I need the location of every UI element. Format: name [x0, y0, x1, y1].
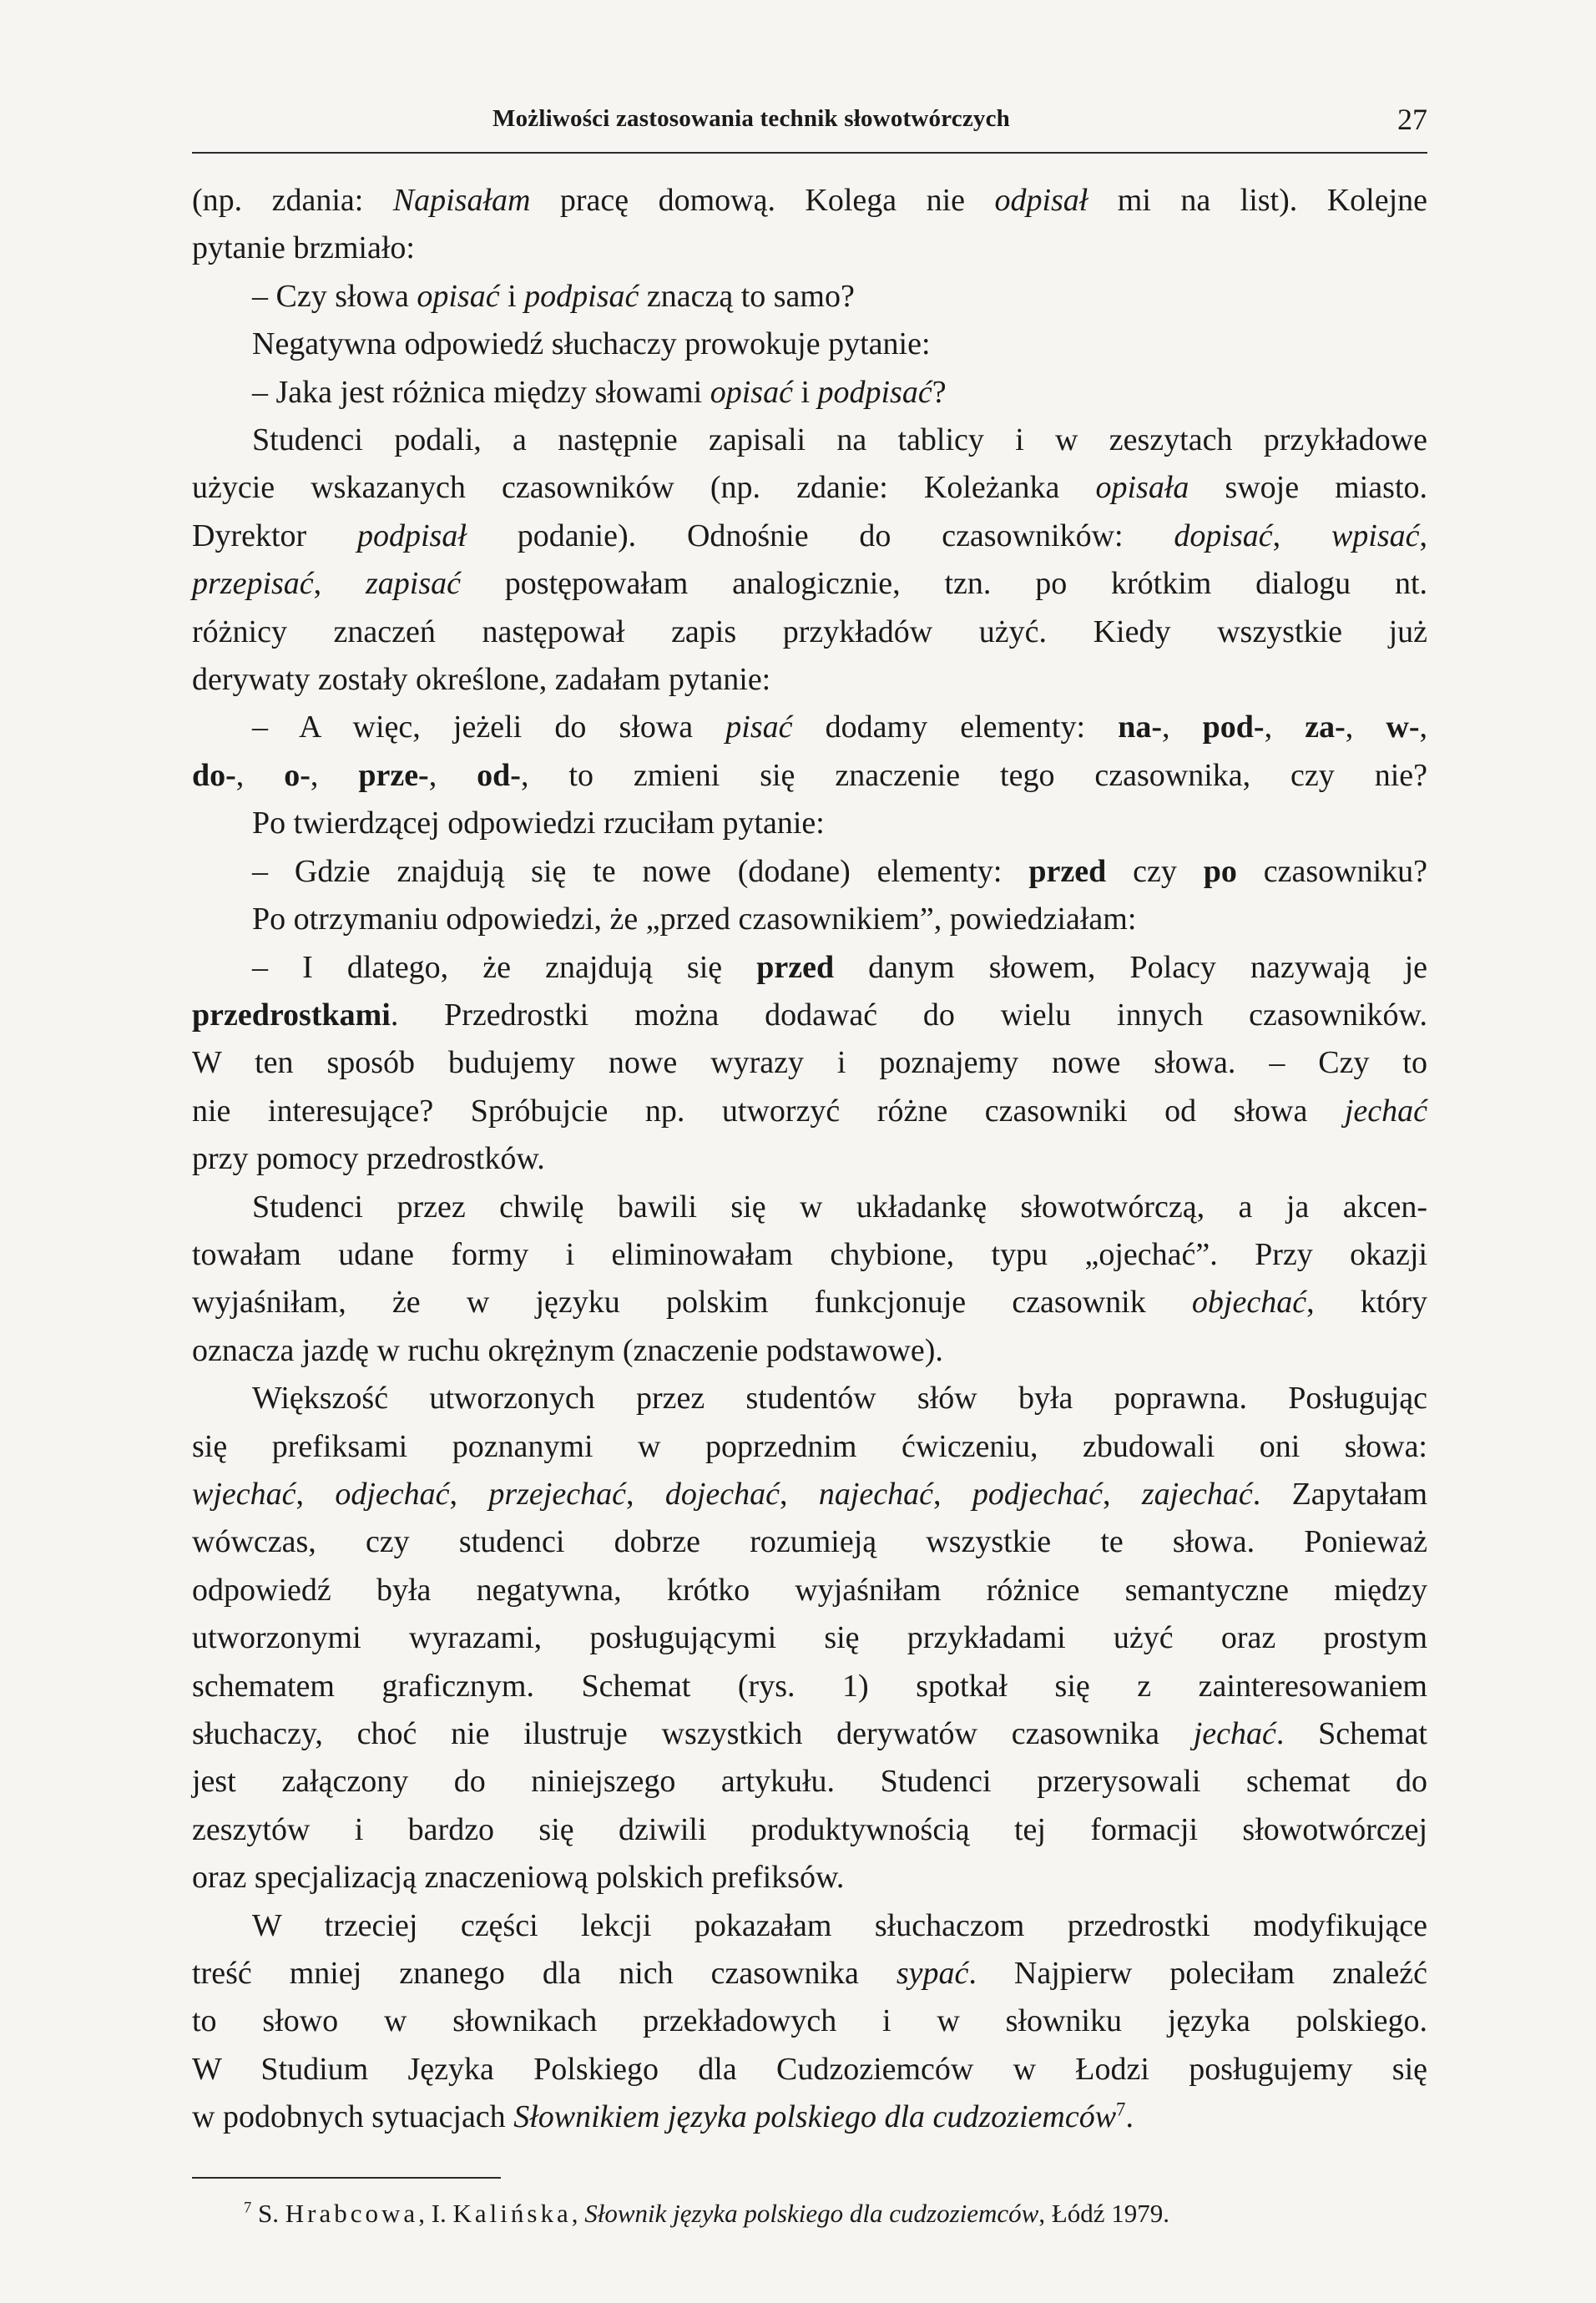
text-line: – Gdzie znajdują się te nowe (dodane) elementy: przed czy po czasowniku?	[252, 853, 1427, 889]
text-line: oraz specjalizacją znaczeniową polskich prefiksów.	[192, 1860, 845, 1896]
text-line: słuchaczy, choć nie ilustruje wszystkich derywatów czasownika jechać. Schemat	[192, 1716, 1427, 1751]
text-line: – I dlatego, że znajdują się przed danym słowem, Polacy nazywają je	[252, 949, 1427, 985]
text-line: W ten sposób budujemy nowe wyrazy i poznajemy nowe słowa. – Czy to	[192, 1045, 1427, 1081]
book-page	[192, 98, 1427, 2232]
text-line: schematem graficznym. Schemat (rys. 1) spotkał się z zainteresowaniem	[192, 1668, 1427, 1704]
text-line: pytanie brzmiało:	[192, 230, 415, 266]
text-line: oznacza jazdę w ruchu okrężnym (znaczenie podstawowe).	[192, 1332, 943, 1368]
text-line: w podobnych sytuacjach Słownikiem języka polskiego dla cudzoziemców$^7$.	[192, 2098, 1134, 2135]
text-line: Po otrzymaniu odpowiedzi, że „przed czasownikiem”, powiedziałam:	[252, 902, 1137, 937]
text-line: – A więc, jeżeli do słowa pisać dodamy elementy: na-, pod-, za-, w-,	[252, 710, 1428, 745]
running-title: Możliwości zastosowania technik słowotwórczych	[492, 105, 1011, 132]
text-line: użycie wskazanych czasowników (np. zdanie: Koleżanka opisała swoje miasto.	[192, 470, 1428, 506]
page-number: 27	[1397, 103, 1427, 136]
text-line: jest załączony do niniejszego artykułu. Studenci przerysowali schemat do	[192, 1764, 1427, 1800]
text-line: nie interesujące? Spróbujcie np. utworzyć różne czasowniki od słowa jechać	[192, 1093, 1427, 1129]
text-line: W trzeciej części lekcji pokazałam słuchaczom przedrostki modyfikujące	[252, 1907, 1427, 1943]
text-line: przedrostkami. Przedrostki można dodawać do wielu innych czasowników.	[192, 997, 1427, 1033]
text-line: różnicy znaczeń następował zapis przykładów użyć. Kiedy wszystkie już	[192, 614, 1427, 649]
footnote: $^7$ S. Hrabcowa, I. Kalińska, Słownik języka polskiego dla cudzoziemców, Łódź 1979.	[244, 2198, 1170, 2228]
running-header	[192, 98, 1427, 154]
text-line: wjechać, odjechać, przejechać, dojechać, najechać, podjechać, zajechać. Zapytałam	[192, 1476, 1428, 1512]
text-line: do-, o-, prze-, od-, to zmieni się znaczenie tego czasownika, czy nie?	[192, 757, 1428, 793]
text-line: (np. zdania: Napisałam pracę domową. Kolega nie odpisał mi na list). Kolejne	[192, 183, 1427, 218]
text-line: – Czy słowa opisać i podpisać znaczą to samo?	[252, 278, 855, 314]
text-line: – Jaka jest różnica między słowami opisać i podpisać?	[252, 374, 947, 410]
text-line: wówczas, czy studenci dobrze rozumieją wszystkie te słowa. Ponieważ	[192, 1524, 1427, 1560]
text-line: się prefiksami poznanymi w poprzednim ćwiczeniu, zbudowali oni słowa:	[192, 1428, 1427, 1464]
text-line: W Studium Języka Polskiego dla Cudzoziemców w Łodzi posługujemy się	[192, 2051, 1427, 2087]
text-line: zeszytów i bardzo się dziwili produktywnością tej formacji słowotwórczej	[192, 1811, 1427, 1847]
text-line: utworzonymi wyrazami, posługującymi się przykładami użyć oraz prostym	[192, 1620, 1427, 1656]
text-line: wyjaśniłam, że w języku polskim funkcjonuje czasownik objechać, który	[192, 1285, 1427, 1321]
text-line: Większość utworzonych przez studentów słów była poprawna. Posługując	[252, 1381, 1427, 1417]
text-line: przy pomocy przedrostków.	[192, 1141, 545, 1177]
text-line: Po twierdzącej odpowiedzi rzuciłam pytanie:	[252, 806, 825, 841]
footnote-rule	[192, 2177, 501, 2179]
text-line: to słowo w słownikach przekładowych i w słowniku języka polskiego.	[192, 2003, 1427, 2039]
text-line: przepisać, zapisać postępowałam analogicznie, tzn. po krótkim dialogu nt.	[192, 566, 1428, 602]
text-line: Negatywna odpowiedź słuchaczy prowokuje pytanie:	[252, 326, 931, 362]
text-line: Studenci podali, a następnie zapisali na tablicy i w zeszytach przykładowe	[252, 422, 1427, 458]
text-line: derywaty zostały określone, zadałam pytanie:	[192, 662, 771, 698]
text-line: Dyrektor podpisał podanie). Odnośnie do czasowników: dopisać, wpisać,	[192, 518, 1427, 553]
text-line: odpowiedź była negatywna, krótko wyjaśniłam różnice semantyczne między	[192, 1572, 1427, 1608]
text-line: Studenci przez chwilę bawili się w układankę słowotwórczą, a ja akcen-	[252, 1189, 1427, 1225]
text-line: treść mniej znanego dla nich czasownika sypać. Najpierw poleciłam znaleźć	[192, 1956, 1427, 1992]
text-line: towałam udane formy i eliminowałam chybione, typu „ojechać”. Przy okazji	[192, 1236, 1427, 1272]
body-text	[192, 177, 1427, 2142]
